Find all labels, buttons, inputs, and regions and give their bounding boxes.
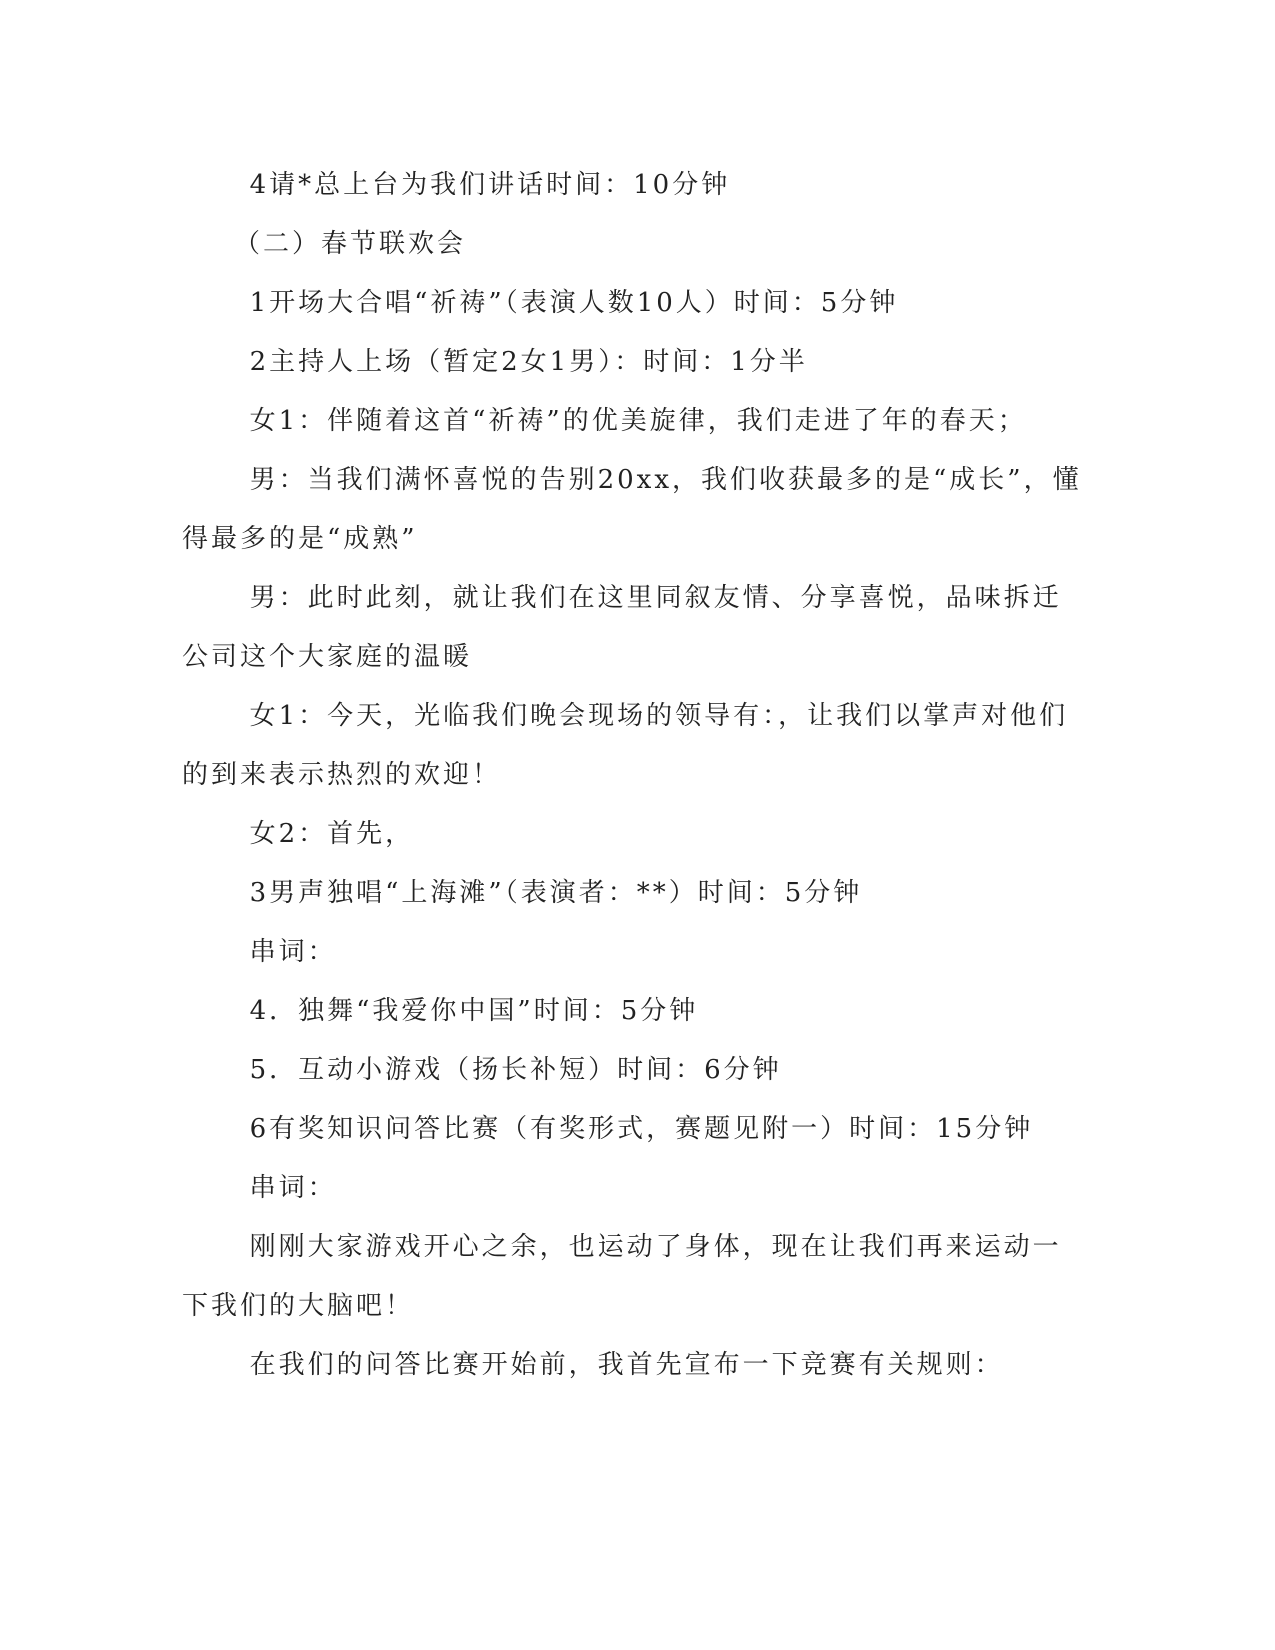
paragraph-male-line-1: 男：当我们满怀喜悦的告别20xx，我们收获最多的是“成长”，懂得最多的是“成熟” bbox=[182, 465, 1082, 554]
paragraph-quiz-contest: 6有奖知识问答比赛（有奖形式，赛题见附一）时间：15分钟 bbox=[249, 1114, 1034, 1144]
paragraph-rules-announcement: 在我们的问答比赛开始前，我首先宣布一下竞赛有关规则： bbox=[249, 1350, 1004, 1380]
paragraph-transition-label: 串词： bbox=[249, 937, 337, 967]
paragraph-hosts-enter: 2主持人上场（暂定2女1男）：时间：1分半 bbox=[249, 347, 808, 377]
paragraph-transition-label-2: 串词： bbox=[249, 1173, 337, 1203]
paragraph-speech-time: 4请*总上台为我们讲话时间：10分钟 bbox=[249, 170, 731, 200]
paragraph-brain-exercise: 刚刚大家游戏开心之余，也运动了身体，现在让我们再来运动一下我们的大脑吧！ bbox=[182, 1232, 1062, 1321]
document-body bbox=[182, 156, 1082, 1395]
paragraph-male-line-2: 男：此时此刻，就让我们在这里同叙友情、分享喜悦，品味拆迁公司这个大家庭的温暖 bbox=[182, 583, 1062, 672]
paragraph-mini-game: 5．互动小游戏（扬长补短）时间：6分钟 bbox=[249, 1055, 782, 1085]
paragraph-female2-line: 女2：首先， bbox=[249, 819, 415, 849]
paragraph-opening-chorus: 1开场大合唱“祈祷”（表演人数10人）时间：5分钟 bbox=[249, 288, 899, 318]
paragraph-male-solo: 3男声独唱“上海滩”（表演者：**）时间：5分钟 bbox=[249, 878, 863, 908]
paragraph-female1-welcome: 女1：今天，光临我们晚会现场的领导有：，让我们以掌声对他们的到来表示热烈的欢迎！ bbox=[182, 701, 1069, 790]
section-heading-spring-festival-gala: （二）春节联欢会 bbox=[234, 229, 467, 259]
paragraph-female1-line: 女1：伴随着这首“祈祷”的优美旋律，我们走进了年的春天； bbox=[249, 406, 1027, 436]
paragraph-solo-dance: 4．独舞“我爱你中国”时间：5分钟 bbox=[249, 996, 699, 1026]
